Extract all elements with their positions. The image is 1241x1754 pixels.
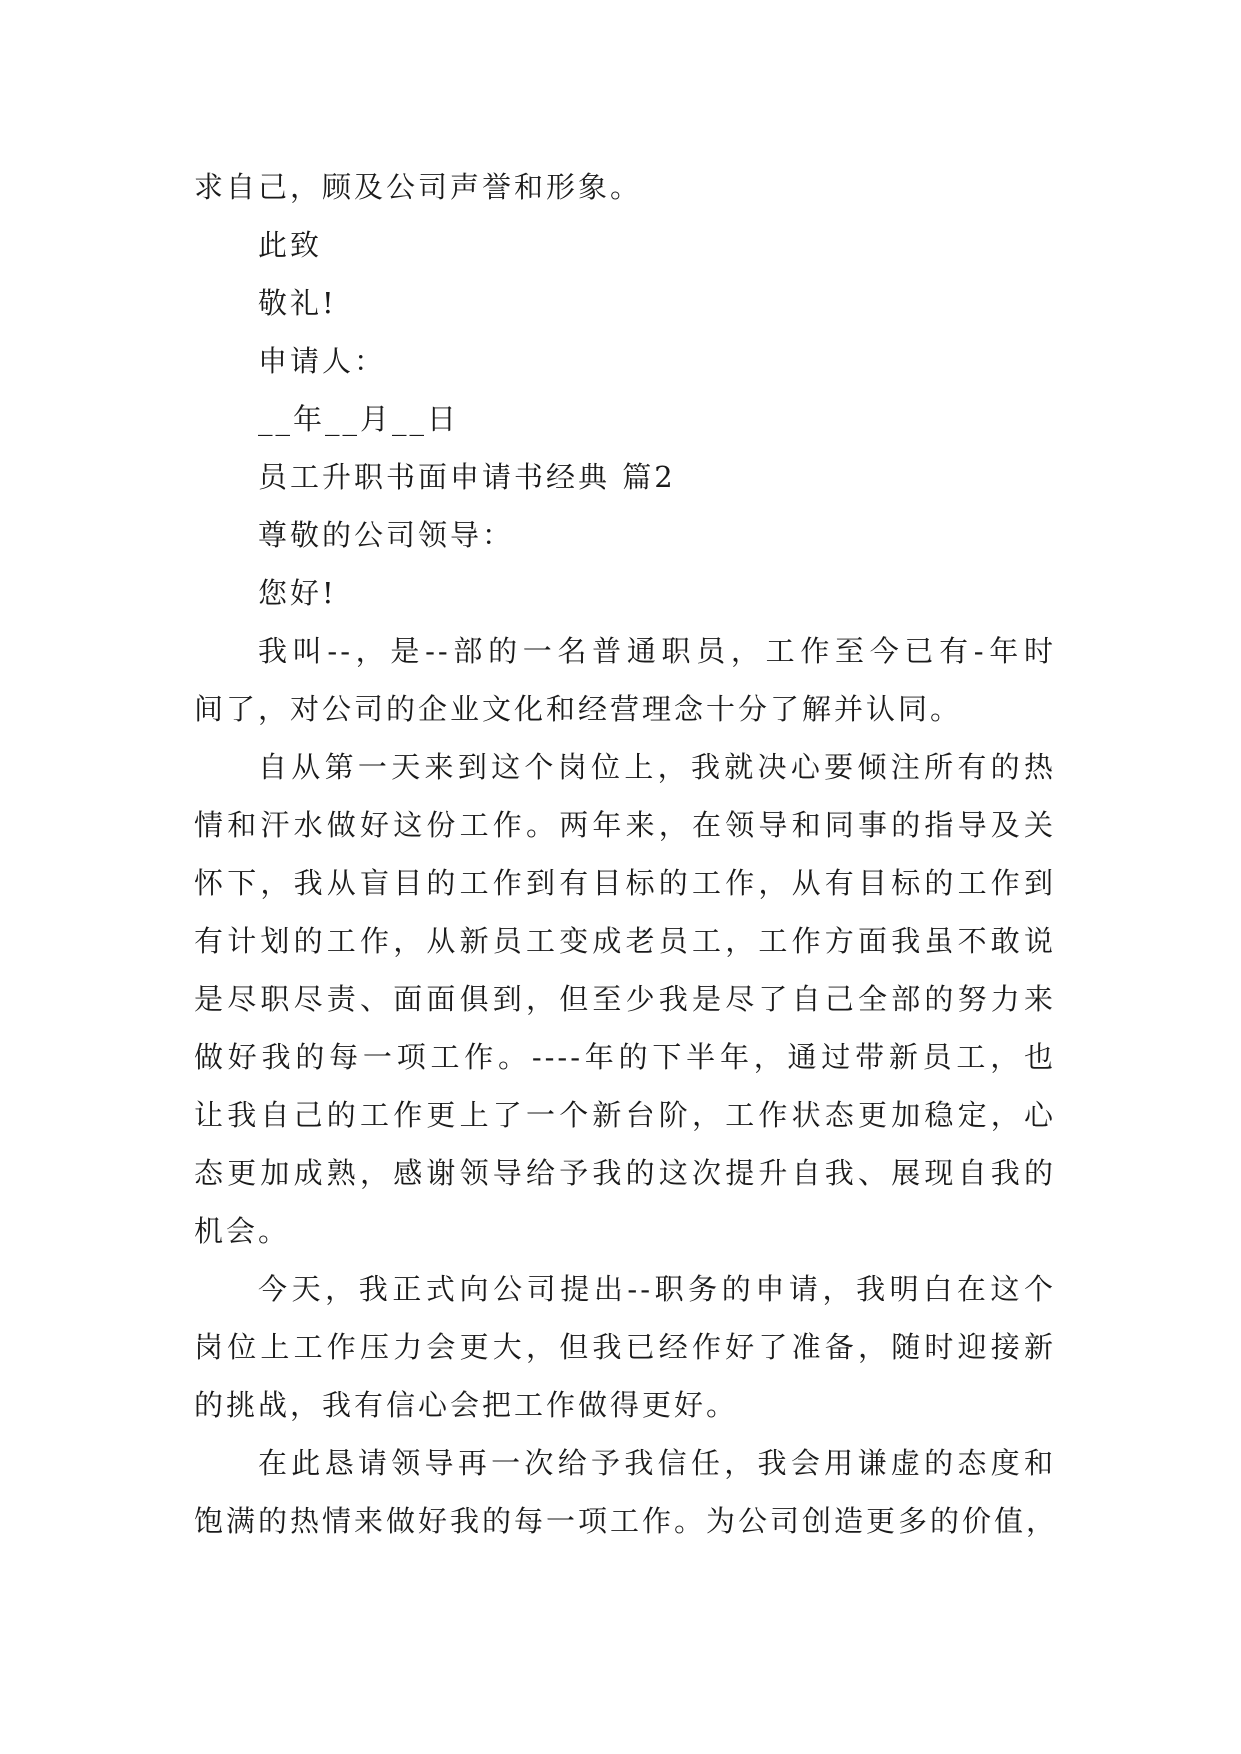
text-line: 您好! bbox=[258, 576, 337, 610]
section-heading: 员工升职书面申请书经典 篇2 bbox=[258, 460, 676, 494]
text-line: 此致 bbox=[258, 228, 323, 262]
text-line: 自从第一天来到这个岗位上，我就决心要倾注所有的热 bbox=[258, 750, 1056, 784]
text-line: 尊敬的公司领导： bbox=[258, 518, 515, 552]
text-line: 岗位上工作压力会更大，但我已经作好了准备，随时迎接新 bbox=[194, 1330, 1056, 1364]
text-line: 求自己，顾及公司声誉和形象。 bbox=[194, 170, 643, 204]
text-line: 间了，对公司的企业文化和经营理念十分了解并认同。 bbox=[194, 692, 963, 726]
text-line: 敬礼! bbox=[258, 286, 337, 320]
text-line: 我叫--，是--部的一名普通职员，工作至今已有-年时 bbox=[258, 634, 1056, 668]
text-line: 饱满的热情来做好我的每一项工作。为公司创造更多的价值， bbox=[194, 1504, 1059, 1538]
text-line: 是尽职尽责、面面俱到，但至少我是尽了自己全部的努力来 bbox=[194, 982, 1056, 1016]
text-line: 在此恳请领导再一次给予我信任，我会用谦虚的态度和 bbox=[258, 1446, 1056, 1480]
text-line: 态更加成熟，感谢领导给予我的这次提升自我、展现自我的 bbox=[194, 1156, 1056, 1190]
text-line: 申请人： bbox=[258, 344, 387, 378]
text-line: 做好我的每一项工作。----年的下半年，通过带新员工，也 bbox=[194, 1040, 1056, 1074]
text-line: __年__月__日 bbox=[258, 402, 460, 436]
text-line: 有计划的工作，从新员工变成老员工，工作方面我虽不敢说 bbox=[194, 924, 1056, 958]
text-line: 情和汗水做好这份工作。两年来，在领导和同事的指导及关 bbox=[194, 808, 1056, 842]
document-body bbox=[194, 158, 1059, 1550]
text-line: 机会。 bbox=[194, 1214, 291, 1248]
text-line: 让我自己的工作更上了一个新台阶，工作状态更加稳定，心 bbox=[194, 1098, 1056, 1132]
text-line: 怀下，我从盲目的工作到有目标的工作，从有目标的工作到 bbox=[194, 866, 1056, 900]
text-line: 的挑战，我有信心会把工作做得更好。 bbox=[194, 1388, 739, 1422]
text-line: 今天，我正式向公司提出--职务的申请，我明白在这个 bbox=[258, 1272, 1056, 1306]
